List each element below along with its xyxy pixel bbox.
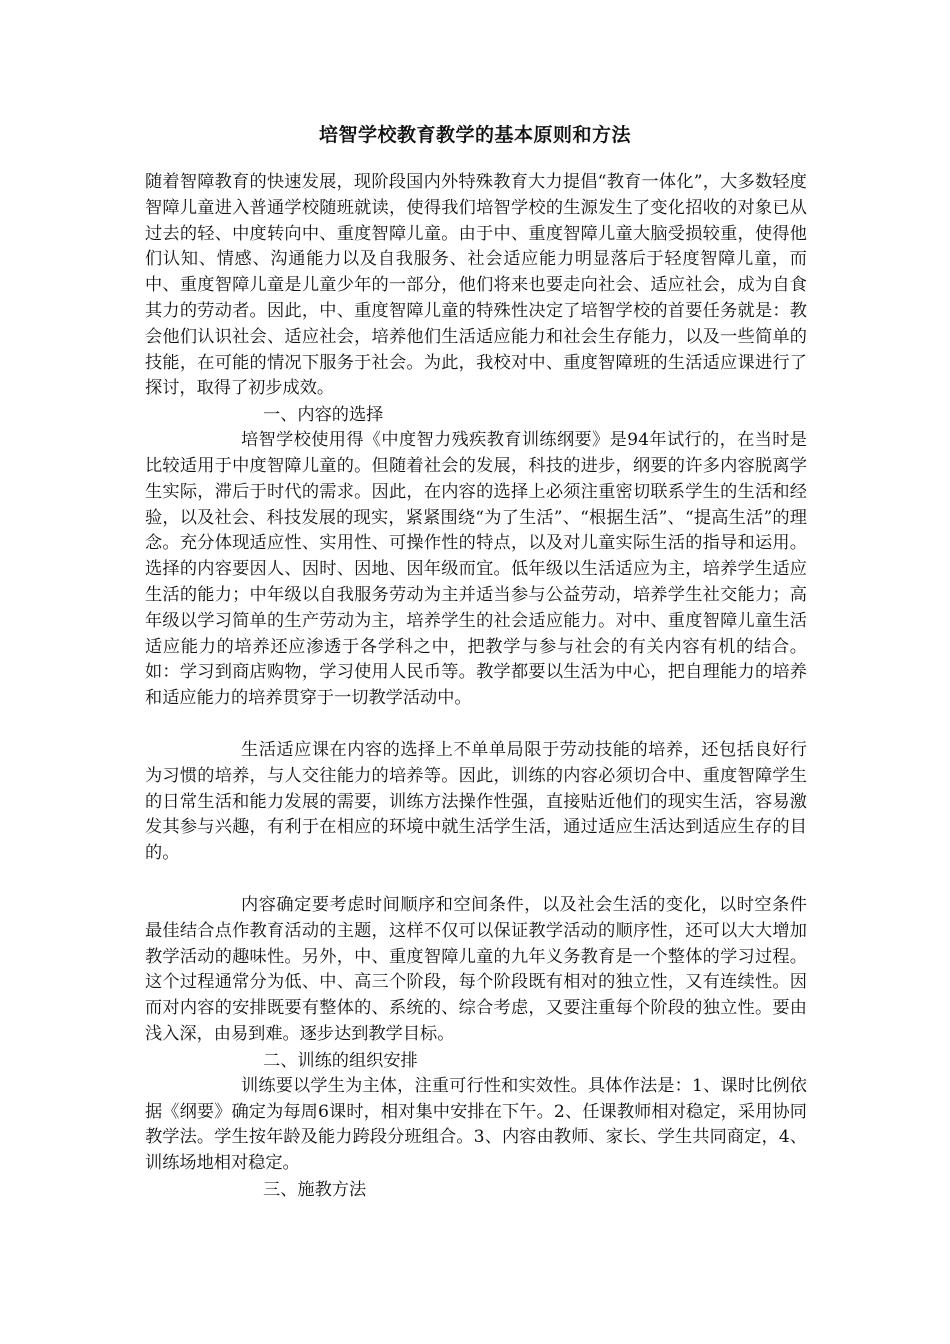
intro-paragraph: 随着智障教育的快速发展，现阶段国内外特殊教育大力提倡“教育一体化”，大多数轻度智障儿童进入普通学校随班就读，使得我们培智学校的生源发生了变化招收的对象已从过去的轻、中度转向中、重度智障儿童。由于中、重度智障儿童大脑受损较重，使得他们认知、情感、沟通能力以及自我服务、社会适应能力明显落后于轻度智障儿童，而中、重度智障儿童是儿童少年的一部分，他们将来也要走向社会、适应社会，成为自食其力的劳动者。因此，中、重度智障儿童的特殊性决定了培智学校的首要任务就是：教会他们认识社会、适应社会，培养他们生活适应能力和社会生存能力，以及一些简单的技能，在可能的情况下服务于社会。为此，我校对中、重度智障班的生活适应课进行了探讨，取得了初步成效。 — [145, 172, 807, 399]
section2-paragraph-1: 训练要以学生为主体，注重可行性和实效性。具体作法是：1、课时比例依据《纲要》确定为每周6课时，相对集中安排在下午。2、任课教师相对稳定，采用协同教学法。学生按年龄及能力跨段分班组合。3、内容由教师、家长、学生共同商定，4、训练场地相对稳定。 — [145, 1075, 807, 1174]
section1-paragraph-1: 培智学校使用得《中度智力残疾教育训练纲要》是94年试行的，在当时是比较适用于中度智障儿童的。但随着社会的发展，科技的进步，纲要的许多内容脱离学生实际，滞后于时代的需求。因此，在内容的选择上必须注重密切联系学生的生活和经验，以及社会、科技发展的现实，紧紧围绕“为了生活”、“根据生活”、“提高生活”的理念。充分体现适应性、实用性、可操作性的特点，以及对儿童实际生活的指导和运用。选择的内容要因人、因时、因地、因年级而宜。低年级以生活适应为主，培养学生适应生活的能力；中年级以自我服务劳动为主并适当参与公益劳动，培养学生社交能力；高年级以学习简单的生产劳动为主，培养学生的社会适应能力。对中、重度智障儿童生活适应能力的培养还应渗透于各学科之中，把教学与参与社会的有关内容有机的结合。如：学习到商店购物，学习使用人民币等。教学都要以生活为中心，把自理能力的培养和适应能力的培养贯穿于一切教学活动中。 — [145, 430, 807, 709]
section-heading-content-selection: 一、内容的选择 — [263, 405, 384, 426]
document-body — [145, 170, 807, 1203]
paragraph-spacer — [145, 712, 807, 738]
section-heading-teaching-methods: 三、施教方法 — [263, 1179, 367, 1200]
paragraph-spacer — [145, 867, 807, 893]
section1-paragraph-3: 内容确定要考虑时间顺序和空间条件，以及社会生活的变化，以时空条件最佳结合点作教育活动的主题，这样不仅可以保证教学活动的顺序性，还可以大大增加教学活动的趣味性。另外，中、重度智障儿童的九年义务教育是一个整体的学习过程。这个过程通常分为低、中、高三个阶段，每个阶段既有相对的独立性，又有连续性。因而对内容的安排既要有整体的、系统的、综合考虑，又要注重每个阶段的独立性。要由浅入深，由易到难。逐步达到教学目标。 — [145, 894, 807, 1044]
section1-paragraph-2: 生活适应课在内容的选择上不单单局限于劳动技能的培养，还包括良好行为习惯的培养，与人交往能力的培养等。因此，训练的内容必须切合中、重度智障学生的日常生活和能力发展的需要，训练方法操作性强，直接贴近他们的现实生活，容易激发其参与兴趣，有利于在相应的环境中就生活学生活，通过适应生活达到适应生存的目的。 — [145, 739, 807, 864]
section-heading-training-organization: 二、训练的组织安排 — [263, 1050, 418, 1071]
document-title: 培智学校教育教学的基本原则和方法 — [318, 124, 631, 146]
